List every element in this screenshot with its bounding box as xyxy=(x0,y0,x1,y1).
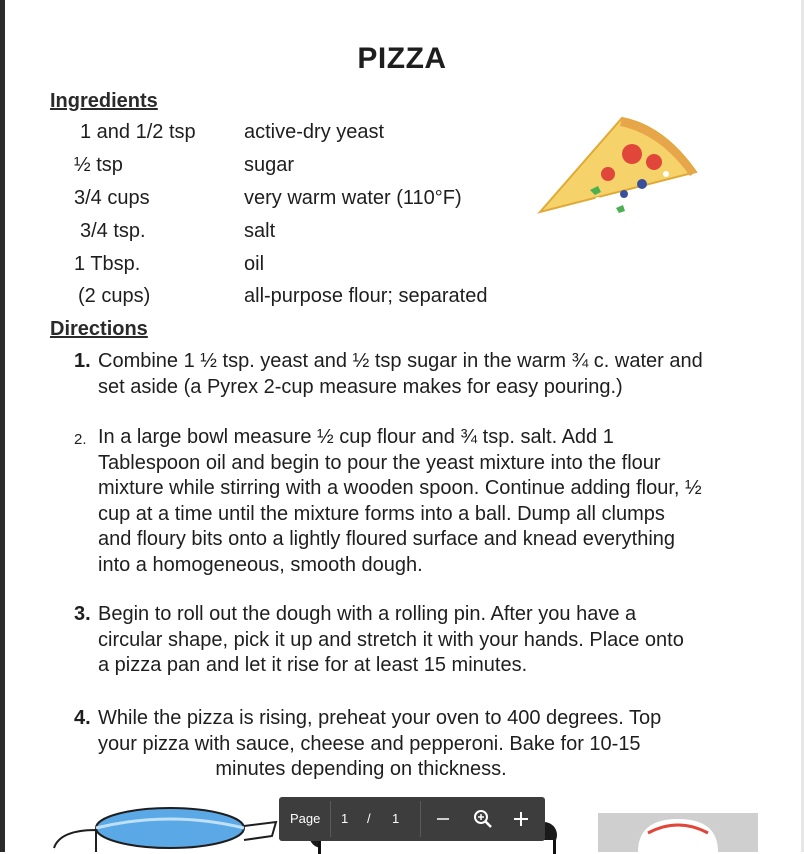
step-line: into a homogeneous, smooth dough. xyxy=(98,553,423,576)
minus-icon xyxy=(431,807,455,831)
ingredient-row xyxy=(0,220,560,250)
directions-heading: Directions xyxy=(50,318,148,340)
step-line: a pizza pan and let it rise for at least 15 minutes. xyxy=(98,654,528,676)
step-line: In a large bowl measure ½ cup flour and ¾ tsp. salt. Add 1 xyxy=(98,426,614,448)
step-line: minutes depending on thickness. xyxy=(215,758,507,780)
step-number: 3. xyxy=(74,603,91,625)
step-line: circular shape, pick it up and stretch it with your hands. Place onto xyxy=(98,628,684,651)
magnifier-icon xyxy=(471,807,495,831)
ingredients-heading: Ingredients xyxy=(50,90,158,112)
ingredient-name: all-purpose flour; separated xyxy=(244,285,488,307)
ingredient-qty: 3/4 cups xyxy=(74,187,150,209)
ingredient-row xyxy=(0,154,560,184)
plus-icon xyxy=(509,807,533,831)
direction-step xyxy=(74,602,764,679)
toolbar-divider xyxy=(420,801,421,837)
ingredient-row xyxy=(0,253,560,283)
ingredient-row xyxy=(0,285,560,315)
ingredient-qty: 1 Tbsp. xyxy=(74,253,141,275)
step-number: 2. xyxy=(74,431,87,448)
ingredient-name: salt xyxy=(244,220,276,242)
ingredient-row xyxy=(0,121,560,151)
current-page-input[interactable]: 1 xyxy=(341,811,349,826)
step-line: Begin to roll out the dough with a rolling pin. After you have a xyxy=(98,603,637,625)
ingredient-name: sugar xyxy=(244,154,295,176)
ingredient-row xyxy=(0,187,560,217)
step-line: Tablespoon oil and begin to pour the yeast mixture into the flour xyxy=(98,451,661,474)
step-line: your pizza with sauce, cheese and pepperoni. Bake for 10-15 xyxy=(98,732,641,755)
step-line: set aside (a Pyrex 2-cup measure makes for easy pouring.) xyxy=(98,375,623,398)
ingredient-name: very warm water (110°F) xyxy=(244,187,462,209)
step-line: cup at a time until the mixture forms into a ball. Dump all clumps xyxy=(98,502,665,525)
pizza-slice-image xyxy=(536,112,706,224)
step-line: and floury bits onto a lightly floured surface and knead everything xyxy=(98,528,676,550)
zoom-button[interactable] xyxy=(471,807,495,831)
direction-step xyxy=(74,349,764,400)
step-number: 1. xyxy=(74,350,91,372)
zoom-out-button[interactable] xyxy=(431,807,455,831)
ingredient-qty: (2 cups) xyxy=(78,285,151,307)
page-separator: / xyxy=(367,811,371,826)
toolbar-divider xyxy=(330,801,331,837)
page-title: PIZZA xyxy=(357,42,447,75)
page-label: Page xyxy=(290,811,321,826)
measuring-cup-image xyxy=(598,813,758,852)
ingredient-name: active-dry yeast xyxy=(244,121,385,143)
direction-step xyxy=(74,425,764,578)
step-line: While the pizza is rising, preheat your oven to 400 degrees. Top xyxy=(98,707,662,729)
ingredient-qty: 1 and 1/2 tsp xyxy=(80,121,196,143)
pdf-viewer-toolbar xyxy=(279,797,545,841)
direction-step xyxy=(74,706,764,783)
step-number: 4. xyxy=(74,707,91,729)
mixing-bowl-image xyxy=(50,800,280,852)
total-pages: 1 xyxy=(392,811,400,826)
ingredient-name: oil xyxy=(244,253,265,275)
ingredient-qty: 3/4 tsp. xyxy=(80,220,146,242)
zoom-in-button[interactable] xyxy=(509,807,533,831)
step-line: Combine 1 ½ tsp. yeast and ½ tsp sugar in the warm ¾ c. water and xyxy=(98,350,703,372)
step-line: mixture while stirring with a wooden spoon. Continue adding flour, ½ xyxy=(98,477,702,499)
ingredient-qty: ½ tsp xyxy=(74,154,123,176)
